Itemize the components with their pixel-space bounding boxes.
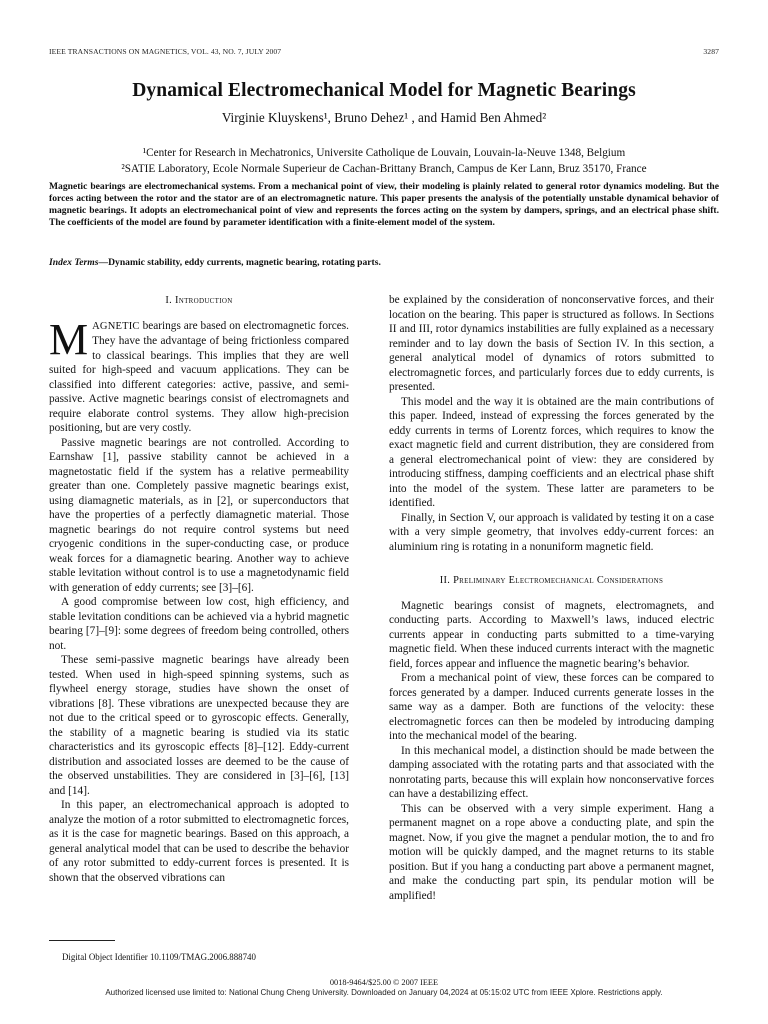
running-head — [49, 47, 719, 56]
section2-paragraph-3: In this mechanical model, a distinction should be made between the damping associated with the rotating parts and that associated with the nonrotating parts, because this will explain how nonconservative forces can have a destabilizing effect. — [389, 744, 714, 800]
index-terms-label: Index Terms — [49, 257, 99, 268]
page-number: 3287 — [703, 47, 719, 56]
intro-paragraph-7: Finally, in Section V, our approach is validated by testing it on a case with a very simple geometry, that involves eddy-current forces: an aluminium ring is rotating in a nonuniform magnetic field. — [389, 511, 714, 553]
intro-paragraph-1-text: bearings are based on electromagnetic forces. They have the advantage of being frictionless compared to classical bearings. This implies that they are well suited for high-speed and vacuum applications. They can be classified into different categories: active, passive, and semi-passive. Active magnetic bearings consist of electromagnets and require elaborate control systems. They allow high-precision positioning, but are very costly. — [49, 319, 349, 434]
doi-footnote: Digital Object Identifier 10.1109/TMAG.2006.888740 — [62, 952, 256, 962]
left-column — [49, 294, 349, 885]
affiliation-2: ²SATIE Laboratory, Ecole Normale Superieur de Cachan-Brittany Branch, Campus de Ker Lann, Bruz 35170, France — [121, 163, 647, 175]
section2-paragraph-4: This can be observed with a very simple experiment. Hang a permanent magnet on a rope above a conducting plate, and spin the magnet. Now, if you give the magnet a pendular motion, the to and fro motion will be quickly damped, and the magnet returns to its stable position. But if you hang a conducting part above a permanent magnet, and make the conducting part spin, its pendular motion will be amplified! — [389, 802, 714, 902]
first-word: AGNETIC — [92, 320, 140, 332]
intro-paragraph-5: In this paper, an electromechanical approach is adopted to analyze the motion of a rotor submitted to electromagnetic forces, as it is the case for magnetic bearings. Based on this approach, a general analytical model that can be used to describe the behavior of any rotor submitted to eddy-current forces is presented. It is shown that the observed vibrations can — [49, 799, 349, 884]
paper-title: Dynamical Electromechanical Model for Magnetic Bearings — [132, 80, 636, 101]
section-heading-preliminary: II. Preliminary Electromechanical Considerations — [439, 575, 664, 586]
intro-paragraph-1 — [49, 314, 349, 436]
index-terms — [49, 257, 719, 269]
intro-paragraph-2: Passive magnetic bearings are not controlled. According to Earnshaw [1], passive stability cannot be achieved in a magnetostatic field if the system has a relative permeability greater than one. Completely passive magnetic bearings exist, using diamagnetic materials, as in [2], or superconductors that have the properties of a perfectly diamagnetic material. Those magnetic bearings do not require control systems but need cryogenic conditions in the super-conducting case, or produce weak forces for a diamagnetic bearing. Another way to achieve stable levitation without control is to use a magnetodynamic field with generation of eddy currents; see [3]–[6]. — [49, 436, 349, 594]
index-terms-text: —Dynamic stability, eddy currents, magnetic bearing, rotating parts. — [98, 257, 381, 268]
abstract: Magnetic bearings are electromechanical systems. From a mechanical point of view, their modeling is plainly related to general rotor dynamics modeling. But the forces acting between the rotor and the stator are of an electromagnetic nature. This paper presents the analysis of the potentially unstable dynamical behavior of magnetic bearings. It adopts an electromechanical point of view and represents the forces acting on the system by dampers, springs, and an electrical phase shift. The coefficients of the model are found by parameter identification with a finite-element model of the system. — [49, 181, 719, 229]
journal-citation: IEEE TRANSACTIONS ON MAGNETICS, VOL. 43, NO. 7, JULY 2007 — [49, 47, 282, 56]
intro-paragraph-5-continued: be explained by the consideration of nonconservative forces, and their location on the bearing. This paper is structured as follows. In Sections II and III, rotor dynamics instabilities are fully explained as a necessary reminder and to lay down the basis of Section IV. In this section, a general analytical model of dynamics of rotors submitted to electromagnetic forces, and particularly forces due to eddy currents, is presented. — [389, 294, 714, 393]
section2-paragraph-2: From a mechanical point of view, these forces can be compared to forces generated by a damper. Induced currents generate losses in the same way as a damper. Both are functions of the velocity: these electromagnetic forces can then be modeled by introducing damping into the mechanical model of the bearing. — [389, 672, 714, 742]
right-column — [389, 293, 714, 903]
section-heading-introduction: I. Introduction — [165, 295, 233, 306]
author-list: Virginie Kluyskens¹, Bruno Dehez¹ , and Hamid Ben Ahmed² — [221, 110, 547, 125]
affiliation-1: ¹Center for Research in Mechatronics, Universite Catholique de Louvain, Louvain-la-Neuve 1348, Belgium — [142, 147, 626, 159]
section2-paragraph-1: Magnetic bearings consist of magnets, electromagnets, and conducting parts. According to Maxwell’s laws, induced electric currents appear in conducting parts submitted to a time-varying magnetic field. When these induced currents interact with the magnetic field, forces appear and influence the magnetic bearing’s behavior. — [389, 599, 714, 670]
license-notice: Authorized licensed use limited to: National Chung Cheng University. Downloaded on January 04,2024 at 05:15:02 UTC from IEEE Xplore. Restrictions apply. — [105, 988, 663, 997]
intro-paragraph-6: This model and the way it is obtained are the main contributions of this paper. Indeed, instead of expressing the forces generated by the eddy currents in terms of Lorentz forces, which requires to know the exact magnetic field and current distribution, they are considered from a general electromechanical point of view: they are considered by introducing stiffness, damping coefficients and an electrical phase shift into the model of the system. These latter are parameters to be identified. — [389, 395, 714, 509]
footnote-divider — [49, 940, 115, 941]
intro-paragraph-3: A good compromise between low cost, high efficiency, and stable levitation conditions can be achieved via a hybrid magnetic bearing [7]–[9]: some degrees of freedom being controlled, others not. — [49, 596, 349, 652]
intro-paragraph-4: These semi-passive magnetic bearings have already been tested. When used in high-speed spinning systems, such as flywheel energy storage, studies have shown the onset of vibrations [8]. These vibrations are unexpected because they are not due to the critical speed or to gyroscopic effects. Generally, the stability of a magnetic bearing is studied via its static characteristics and its gyroscopic effects [8]–[12]. Eddy-current distribution and associated losses are deemed to be the cause of the observed unstabilities. They are considered in [3]–[6], [13] and [14]. — [49, 654, 349, 797]
drop-cap: M — [49, 314, 89, 364]
copyright-line: 0018-9464/$25.00 © 2007 IEEE — [329, 978, 439, 987]
